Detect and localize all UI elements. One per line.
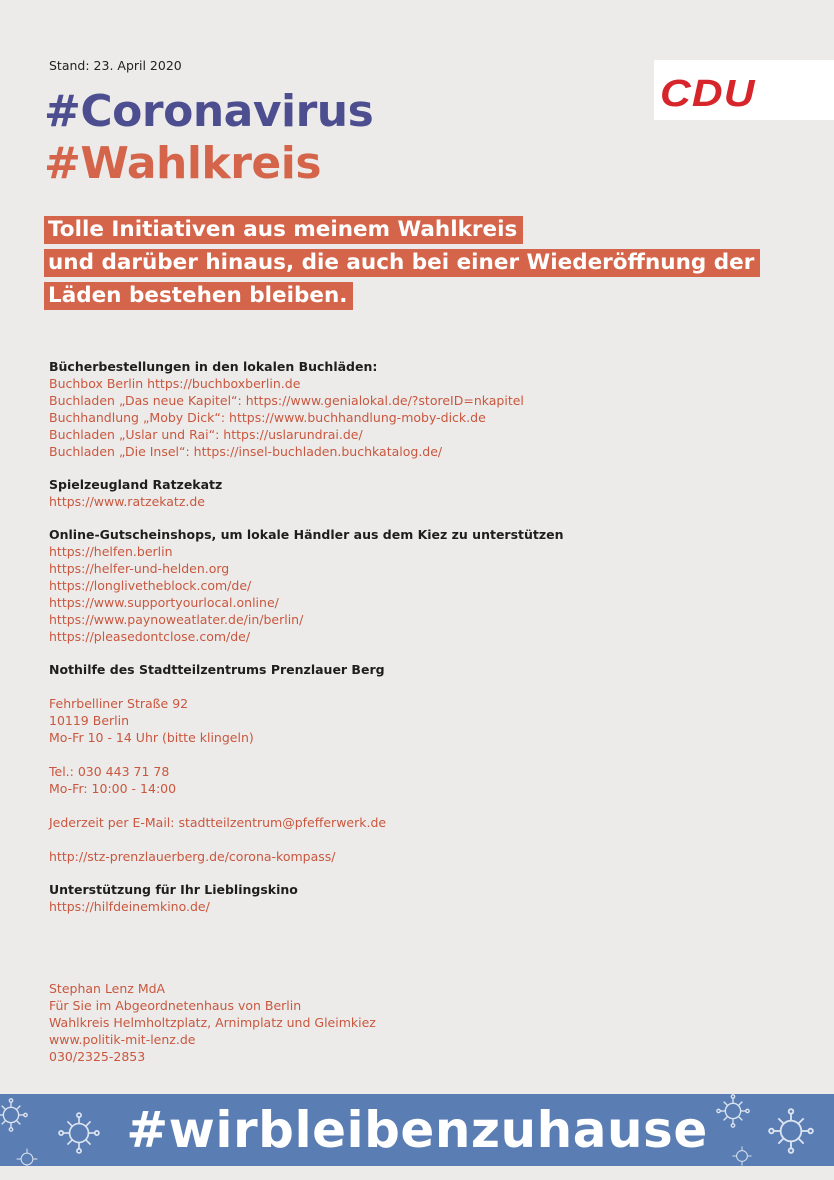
- section-heading: Online-Gutscheinshops, um lokale Händler aus dem Kiez zu unterstützen: [49, 527, 564, 542]
- address-street: Fehrbelliner Straße 92: [49, 696, 189, 711]
- section-heading: Spielzeugland Ratzekatz: [49, 477, 223, 492]
- link-longlivetheblock[interactable]: https://longlivetheblock.com/de/: [49, 578, 252, 593]
- link-paynoweatlater[interactable]: https://www.paynoweatlater.de/in/berlin/: [49, 612, 304, 627]
- link-moby-dick[interactable]: Buchhandlung „Moby Dick“: https://www.buchhandlung-moby-dick.de: [49, 410, 486, 425]
- content-body: [49, 358, 789, 915]
- link-buchbox[interactable]: Buchbox Berlin https://buchboxberlin.de: [49, 376, 301, 391]
- link-hilfdeinemkino[interactable]: https://hilfdeinemkino.de/: [49, 899, 210, 914]
- link-ratzekatz[interactable]: https://www.ratzekatz.de: [49, 494, 205, 509]
- banner-hashtag: #wirbleibenzuhause: [126, 1101, 708, 1159]
- link-pleasedontclose[interactable]: https://pleasedontclose.com/de/: [49, 629, 251, 644]
- section-heading: Unterstützung für Ihr Lieblingskino: [49, 882, 298, 897]
- title-wahlkreis: #Wahlkreis: [44, 138, 322, 189]
- footer-name: Stephan Lenz MdA: [49, 981, 166, 996]
- section-nothilfe: [49, 661, 789, 865]
- footer-phone[interactable]: 030/2325-2853: [49, 1049, 146, 1064]
- title-coronavirus: #Coronavirus: [44, 86, 374, 137]
- section-heading: Bücherbestellungen in den lokalen Buchläden:: [49, 359, 378, 374]
- highlight-line-2: und darüber hinaus, die auch bei einer Wiederöffnung der: [44, 249, 760, 277]
- highlight-line-1: Tolle Initiativen aus meinem Wahlkreis: [44, 216, 523, 244]
- link-helfer-und-helden[interactable]: https://helfer-und-helden.org: [49, 561, 230, 576]
- section-lieblingskino: [49, 881, 789, 915]
- opening-hours: Mo-Fr 10 - 14 Uhr (bitte klingeln): [49, 730, 254, 745]
- footer-website[interactable]: www.politik-mit-lenz.de: [49, 1032, 196, 1047]
- link-supportyourlocal[interactable]: https://www.supportyourlocal.online/: [49, 595, 279, 610]
- cdu-logo-text: CDU: [660, 73, 756, 115]
- date-stamp: Stand: 23. April 2020: [49, 58, 182, 73]
- section-heading: Nothilfe des Stadtteilzentrums Prenzlauer Berg: [49, 662, 385, 677]
- section-buchlaeden: [49, 358, 789, 460]
- footer-wahlkreis: Wahlkreis Helmholtzplatz, Arnimplatz und Gleimkiez: [49, 1015, 376, 1030]
- highlight-line-3: Läden bestehen bleiben.: [44, 282, 353, 310]
- link-helfen-berlin[interactable]: https://helfen.berlin: [49, 544, 173, 559]
- phone-hours: Mo-Fr: 10:00 - 14:00: [49, 781, 177, 796]
- hashtag-banner: [0, 1094, 834, 1166]
- contact-footer: [49, 980, 376, 1065]
- link-die-insel[interactable]: Buchladen „Die Insel“: https://insel-buchladen.buchkatalog.de/: [49, 444, 443, 459]
- phone-number[interactable]: Tel.: 030 443 71 78: [49, 764, 170, 779]
- footer-role: Für Sie im Abgeordnetenhaus von Berlin: [49, 998, 302, 1013]
- address-city: 10119 Berlin: [49, 713, 130, 728]
- section-gutscheinshops: [49, 526, 789, 645]
- link-das-neue-kapitel[interactable]: Buchladen „Das neue Kapitel“: https://www.genialokal.de/?storeID=nkapitel: [49, 393, 524, 408]
- email-line[interactable]: Jederzeit per E-Mail: stadtteilzentrum@pfefferwerk.de: [49, 815, 387, 830]
- cdu-logo: [654, 60, 834, 120]
- link-corona-kompass[interactable]: http://stz-prenzlauerberg.de/corona-kompass/: [49, 849, 336, 864]
- link-uslar-und-rai[interactable]: Buchladen „Uslar und Rai“: https://uslarundrai.de/: [49, 427, 363, 442]
- section-spielzeugland: [49, 476, 789, 510]
